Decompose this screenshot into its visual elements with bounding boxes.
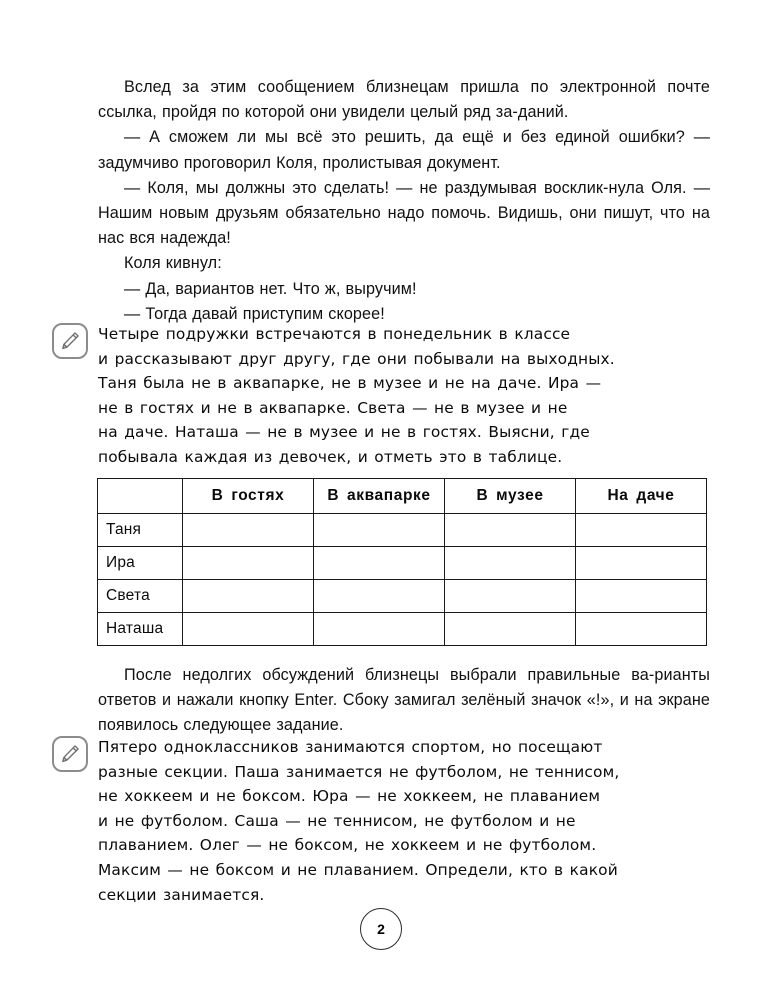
story-paragraph: После недолгих обсуждений близнецы выбрали правильные ва-рианты ответов и нажали кнопку Enter. Сбоку замигал зелёный значок «!», и на экране появилось следующее задание. bbox=[98, 666, 710, 735]
table-answer-cell[interactable] bbox=[314, 613, 445, 646]
story-paragraph: — Да, вариантов нет. Что ж, выручим! bbox=[124, 279, 417, 298]
task-block-1 bbox=[52, 322, 712, 470]
task-line: побывала каждая из девочек, и отметь это в таблице. bbox=[98, 447, 563, 466]
story-paragraph: — Тогда давай приступим скорее! bbox=[124, 304, 385, 323]
table-answer-cell[interactable] bbox=[445, 580, 576, 613]
page-number: 2 bbox=[360, 908, 402, 950]
table-answer-cell[interactable] bbox=[314, 580, 445, 613]
table-column-header: В аквапарке bbox=[314, 479, 445, 514]
story-paragraph: Вслед за этим сообщением близнецам пришла по электронной почте ссылка, пройдя по которой они увидели целый ряд за-даний. bbox=[98, 78, 710, 122]
logic-table-container bbox=[97, 478, 706, 646]
task-line: секции занимается. bbox=[98, 885, 265, 904]
logic-table bbox=[97, 478, 707, 646]
story-block-1 bbox=[98, 75, 710, 327]
task-line: Четыре подружки встречаются в понедельник в классе bbox=[98, 325, 571, 343]
task-line: на даче. Наташа — не в музее и не в гостях. Выясни, где bbox=[98, 423, 590, 442]
table-answer-cell[interactable] bbox=[445, 547, 576, 580]
task-line: и рассказывают друг другу, где они побывали на выходных. bbox=[98, 349, 615, 368]
table-answer-cell[interactable] bbox=[314, 547, 445, 580]
task-block-2 bbox=[52, 735, 712, 907]
story-paragraph: — Коля, мы должны это сделать! — не раздумывая восклик-нула Оля. — Нашим новым друзьям обязательно надо помочь. Видишь, они пишут, что на нас вся надежда! bbox=[98, 178, 710, 248]
table-answer-cell[interactable] bbox=[576, 514, 707, 547]
table-row bbox=[98, 514, 707, 547]
table-answer-cell[interactable] bbox=[576, 547, 707, 580]
table-row bbox=[98, 547, 707, 580]
table-answer-cell[interactable] bbox=[183, 580, 314, 613]
task-line: Пятеро одноклассников занимаются спортом, но посещают bbox=[98, 738, 603, 756]
pencil-icon bbox=[52, 736, 88, 772]
table-row-label: Таня bbox=[98, 514, 183, 547]
table-column-header: В гостях bbox=[183, 479, 314, 514]
table-row-label: Света bbox=[98, 580, 183, 613]
table-corner-cell bbox=[98, 479, 183, 514]
pencil-icon bbox=[52, 323, 88, 359]
table-answer-cell[interactable] bbox=[183, 547, 314, 580]
table-row bbox=[98, 613, 707, 646]
task-line: плаванием. Олег — не боксом, не хоккеем и не футболом. bbox=[98, 836, 597, 855]
table-answer-cell[interactable] bbox=[576, 613, 707, 646]
task-line: Максим — не боксом и не плаванием. Определи, кто в какой bbox=[98, 860, 618, 879]
story-block-2 bbox=[98, 663, 710, 739]
task-line: не в гостях и не в аквапарке. Света — не в музее и не bbox=[98, 398, 568, 417]
task-text bbox=[52, 735, 712, 907]
table-answer-cell[interactable] bbox=[445, 613, 576, 646]
table-row bbox=[98, 580, 707, 613]
table-answer-cell[interactable] bbox=[314, 514, 445, 547]
table-answer-cell[interactable] bbox=[183, 613, 314, 646]
task-text bbox=[52, 322, 712, 470]
table-row-label: Ира bbox=[98, 547, 183, 580]
task-line: разные секции. Паша занимается не футболом, не теннисом, bbox=[98, 762, 620, 781]
table-header-row bbox=[98, 479, 707, 514]
table-row-label: Наташа bbox=[98, 613, 183, 646]
table-column-header: На даче bbox=[576, 479, 707, 514]
table-answer-cell[interactable] bbox=[445, 514, 576, 547]
table-answer-cell[interactable] bbox=[576, 580, 707, 613]
task-line: Таня была не в аквапарке, не в музее и не на даче. Ира — bbox=[98, 374, 602, 393]
table-column-header: В музее bbox=[445, 479, 576, 514]
task-line: не хоккеем и не боксом. Юра — не хоккеем, не плаванием bbox=[98, 787, 601, 806]
table-answer-cell[interactable] bbox=[183, 514, 314, 547]
task-line: и не футболом. Саша — не теннисом, не футболом и не bbox=[98, 811, 576, 830]
story-paragraph: — А сможем ли мы всё это решить, да ещё и без единой ошибки? — задумчиво проговорил Коля, пролистывая документ. bbox=[98, 128, 710, 172]
story-paragraph: Коля кивнул: bbox=[124, 254, 222, 273]
